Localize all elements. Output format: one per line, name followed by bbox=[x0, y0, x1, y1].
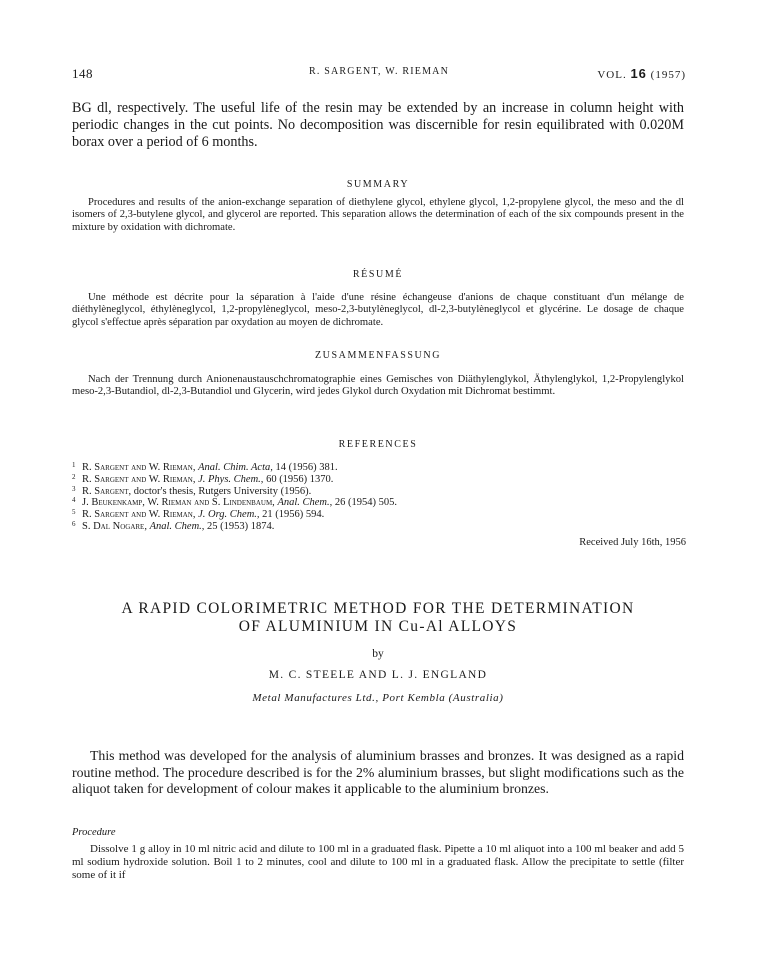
reference-number: 6 bbox=[72, 519, 76, 528]
reference-authors: R. Sargent and W. Rieman, bbox=[82, 509, 196, 521]
zusammenfassung-text: Nach der Trennung durch Anionenaustauschchromatographie eines Gemisches von Diäthylenglykol, Äthylenglykol, 1,2-Propylenglykol meso-2,3-Butandiol, dl-2,3-Butandiol und Glycerin, wird jedes Glykol durch Oxydation mit Dichromat bestimmt. bbox=[72, 374, 684, 398]
intro-paragraph: This method was developed for the analysis of aluminium brasses and bronzes. It was designed as a rapid routine method. The procedure described is for the 2% aluminium brasses, but slight modifications such as the aliquot taken for development of colour makes it applicable to the aluminium bronzes. bbox=[72, 748, 684, 796]
article-affiliation: Metal Manufactures Ltd., Port Kembla (Australia) bbox=[252, 692, 504, 704]
byline-by: by bbox=[372, 648, 384, 660]
volume-year: (1957) bbox=[650, 69, 686, 81]
procedure-paragraph: Dissolve 1 g alloy in 10 ml nitric acid and dilute to 100 ml in a graduated flask. Pipette a 10 ml aliquot into a 100 ml beaker and add 5 ml sodium hydroxide solution. Boil 1 to 2 minutes, cool and dilute to 100 ml in a graduated flask. Allow the precipitate to settle (filter some of it if bbox=[72, 843, 684, 881]
reference-authors: R. Sargent, bbox=[82, 485, 132, 497]
reference-list bbox=[72, 462, 684, 533]
reference-details: 25 (1953) 1874. bbox=[207, 520, 275, 532]
reference-details: 14 (1956) 381. bbox=[275, 462, 338, 473]
reference-number: 1 bbox=[72, 461, 76, 469]
reference-source: J. Org. Chem., bbox=[198, 509, 260, 521]
reference-details: doctor's thesis, Rutgers University (1956). bbox=[133, 485, 312, 497]
reference-source: J. Phys. Chem., bbox=[198, 473, 264, 485]
zusammenfassung-heading: ZUSAMMENFASSUNG bbox=[314, 350, 442, 361]
reference-item bbox=[72, 497, 684, 509]
summary-text: Procedures and results of the anion-exchange separation of diethylene glycol, ethylene glycol, 1,2-propylene glycol, the meso and the dl isomers of 2,3-butylene glycol, and glycerol are reported. This separation allows the determination of each of the six compounds present in the mixture by oxidation with dichromate. bbox=[72, 197, 684, 233]
reference-number: 2 bbox=[72, 472, 76, 481]
reference-item bbox=[72, 486, 684, 498]
volume-info bbox=[597, 66, 686, 81]
article-title-line: A RAPID COLORIMETRIC METHOD FOR THE DETERMINATION bbox=[121, 600, 635, 617]
continued-paragraph: BG dl, respectively. The useful life of the resin may be extended by an increase in column height with periodic changes in the cut points. No decomposition was discernible for resin equilibrated with 0.020M borax over a period of 6 months. bbox=[72, 100, 684, 150]
reference-number: 4 bbox=[72, 496, 76, 505]
reference-source: Anal. Chim. Acta, bbox=[198, 462, 273, 473]
reference-authors: R. Sargent and W. Rieman, bbox=[82, 462, 196, 473]
reference-details: 26 (1954) 505. bbox=[334, 497, 398, 509]
resume-heading: RÉSUMÉ bbox=[352, 269, 404, 280]
reference-source: Anal. Chem., bbox=[277, 497, 333, 509]
reference-authors: J. Beukenkamp, W. Rieman and S. Lindenbaum, bbox=[82, 497, 275, 509]
article-title bbox=[72, 600, 684, 636]
reference-item bbox=[72, 521, 684, 533]
reference-number: 5 bbox=[72, 508, 76, 517]
reference-item bbox=[72, 474, 684, 486]
reference-authors: S. Dal Nogare, bbox=[82, 520, 147, 532]
procedure-heading: Procedure bbox=[72, 827, 116, 838]
references-heading: REFERENCES bbox=[338, 439, 418, 450]
reference-details: 21 (1956) 594. bbox=[262, 509, 325, 521]
running-head-authors: R. SARGENT, W. RIEMAN bbox=[308, 66, 450, 77]
reference-item bbox=[72, 462, 684, 474]
page-number: 148 bbox=[72, 66, 93, 81]
reference-number: 3 bbox=[72, 484, 76, 493]
summary-heading: SUMMARY bbox=[346, 179, 410, 190]
volume-label: VOL. bbox=[597, 69, 627, 81]
reference-source: Anal. Chem., bbox=[149, 520, 205, 532]
reference-item bbox=[72, 509, 684, 521]
article-title-line: OF ALUMINIUM IN Cu-Al ALLOYS bbox=[238, 618, 518, 635]
reference-authors: R. Sargent and W. Rieman, bbox=[82, 473, 196, 485]
running-head bbox=[72, 66, 686, 82]
reference-details: 60 (1956) 1370. bbox=[266, 473, 334, 485]
volume-number: 16 bbox=[630, 66, 647, 81]
resume-text: Une méthode est décrite pour la séparation à l'aide d'une résine échangeuse d'anions de chaque constituant d'un mélange de diéthylèneglycol, éthylèneglycol, 1,2-propylèneglycol, meso-2,3-butylèneglycol, dl-2,3-butylèneglycol et glycérine. Le dosage de chaque glycol s'effectue après séparation par oxydation au moyen de dichromate. bbox=[72, 292, 684, 328]
article-authors: M. C. STEELE AND L. J. ENGLAND bbox=[268, 669, 488, 681]
received-date: Received July 16th, 1956 bbox=[579, 537, 686, 548]
